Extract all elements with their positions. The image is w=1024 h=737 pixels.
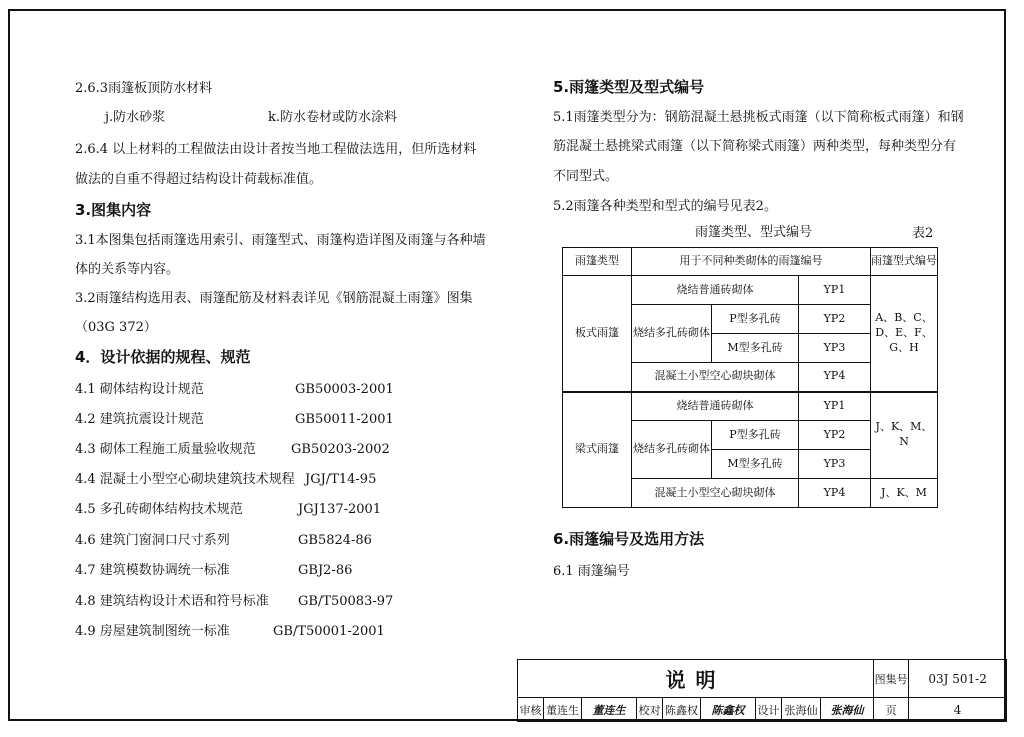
clause-3-2-line1: 3.2雨篷结构选用表、雨篷配筋及材料表详见《钢筋混凝土雨篷》图集 xyxy=(75,291,473,306)
sheet-title: 说明 xyxy=(518,660,874,698)
clause-5-2: 5.2雨篷各种类型和型式的编号见表2。 xyxy=(553,199,777,214)
wall-porous-brick: 烧结多孔砖砌体 xyxy=(632,421,712,479)
norm-code: GB/T50083-97 xyxy=(298,594,394,609)
wall-common-brick: 烧结普通砖砌体 xyxy=(632,276,799,305)
section-3-title: 3.图集内容 xyxy=(75,201,152,219)
header-wall: 用于不同种类砌体的雨篷编号 xyxy=(632,248,871,276)
norm-name: 4.6 建筑门窗洞口尺寸系列 xyxy=(75,533,230,548)
type-code-table xyxy=(562,247,938,508)
norm-name: 4.2 建筑抗震设计规范 xyxy=(75,412,204,427)
section-4-title: 4．设计依据的规程、规范 xyxy=(75,348,251,366)
clause-5-1-line1: 5.1雨篷类型分为：钢筋混凝土悬挑板式雨篷（以下简称板式雨篷）和钢 xyxy=(553,110,964,125)
norm-name: 4.1 砌体结构设计规范 xyxy=(75,382,204,397)
code-yp4: YP4 xyxy=(799,363,871,392)
norm-name: 4.7 建筑模数协调统一标准 xyxy=(75,563,230,578)
checker-name: 陈鑫权 xyxy=(663,698,701,722)
clause-3-1-line1: 3.1本图集包括雨篷选用索引、雨篷型式、雨篷构造详图及雨篷与各种墙 xyxy=(75,233,486,248)
wall-block: 混凝土小型空心砌块砌体 xyxy=(632,479,799,508)
wall-m-type: M型多孔砖 xyxy=(712,334,799,363)
clause-5-1-line2: 筋混凝土悬挑梁式雨篷（以下简称梁式雨篷）两种类型，每种类型分有 xyxy=(553,139,957,154)
design-label: 设计 xyxy=(756,698,782,722)
designer-signature: 张海仙 xyxy=(821,698,874,722)
type-board: 板式雨篷 xyxy=(563,276,632,392)
type-beam: 梁式雨篷 xyxy=(563,392,632,508)
wall-p-type: P型多孔砖 xyxy=(712,305,799,334)
wall-porous-brick: 烧结多孔砖砌体 xyxy=(632,305,712,363)
wall-common-brick: 烧结普通砖砌体 xyxy=(632,392,799,421)
norm-code: JGJ137-2001 xyxy=(298,502,382,517)
page-number: 4 xyxy=(909,698,1007,722)
norm-code: GBJ2-86 xyxy=(298,563,353,578)
norm-name: 4.3 砌体工程施工质量验收规范 xyxy=(75,442,256,457)
clause-2-6-4-line1: 2.6.4 以上材料的工程做法由设计者按当地工程做法选用，但所选材料 xyxy=(75,142,477,157)
code-yp2: YP2 xyxy=(799,305,871,334)
norm-code: GB/T50001-2001 xyxy=(273,624,385,639)
clause-2-6-3: 2.6.3雨篷板顶防水材料 xyxy=(75,81,213,96)
code-yp4: YP4 xyxy=(799,479,871,508)
checker-signature: 陈鑫权 xyxy=(701,698,756,722)
table-caption: 雨篷类型、型式编号 xyxy=(695,225,813,240)
review-label: 审核 xyxy=(518,698,544,722)
reviewer-signature: 董连生 xyxy=(582,698,637,722)
clause-6-1: 6.1 雨篷编号 xyxy=(553,564,630,579)
norm-name: 4.9 房屋建筑制图统一标准 xyxy=(75,624,230,639)
page-label: 页 xyxy=(874,698,909,722)
form-codes-beam-block: J、K、M xyxy=(871,479,938,508)
clause-3-1-line2: 体的关系等内容。 xyxy=(75,262,180,277)
norm-code: GB50003-2001 xyxy=(295,382,394,397)
norm-code: JGJ/T14-95 xyxy=(305,472,377,487)
atlas-number-label: 图集号 xyxy=(874,660,909,698)
header-type: 雨篷类型 xyxy=(563,248,632,276)
check-label: 校对 xyxy=(637,698,663,722)
norm-code: GB50203-2002 xyxy=(291,442,390,457)
wall-block: 混凝土小型空心砌块砌体 xyxy=(632,363,799,392)
clause-2-6-3-j: j.防水砂浆 xyxy=(105,110,166,125)
form-codes-board: A、B、C、D、E、F、G、H xyxy=(871,276,938,392)
norm-code: GB5824-86 xyxy=(298,533,372,548)
clause-5-1-line3: 不同型式。 xyxy=(553,169,619,184)
code-yp3: YP3 xyxy=(799,334,871,363)
designer-name: 张海仙 xyxy=(782,698,821,722)
clause-3-2-line2: （03G 372） xyxy=(75,320,157,335)
wall-p-type: P型多孔砖 xyxy=(712,421,799,450)
section-5-title: 5.雨篷类型及型式编号 xyxy=(553,78,705,96)
code-yp3: YP3 xyxy=(799,450,871,479)
reviewer-name: 董连生 xyxy=(544,698,582,722)
clause-2-6-4-line2: 做法的自重不得超过结构设计荷载标准值。 xyxy=(75,172,323,187)
norm-name: 4.4 混凝土小型空心砌块建筑技术规程 xyxy=(75,472,295,487)
header-form: 雨篷型式编号 xyxy=(871,248,938,276)
table-number: 表2 xyxy=(912,226,934,241)
norm-name: 4.8 建筑结构设计术语和符号标准 xyxy=(75,594,269,609)
code-yp1: YP1 xyxy=(799,392,871,421)
clause-2-6-3-k: k.防水卷材或防水涂料 xyxy=(268,110,398,125)
code-yp2: YP2 xyxy=(799,421,871,450)
code-yp1: YP1 xyxy=(799,276,871,305)
atlas-number: 03J 501-2 xyxy=(909,660,1007,698)
norm-code: GB50011-2001 xyxy=(295,412,394,427)
section-6-title: 6.雨篷编号及选用方法 xyxy=(553,530,705,548)
form-codes-beam: J、K、M、N xyxy=(871,392,938,479)
title-block xyxy=(517,659,1007,722)
norm-name: 4.5 多孔砖砌体结构技术规范 xyxy=(75,502,243,517)
wall-m-type: M型多孔砖 xyxy=(712,450,799,479)
